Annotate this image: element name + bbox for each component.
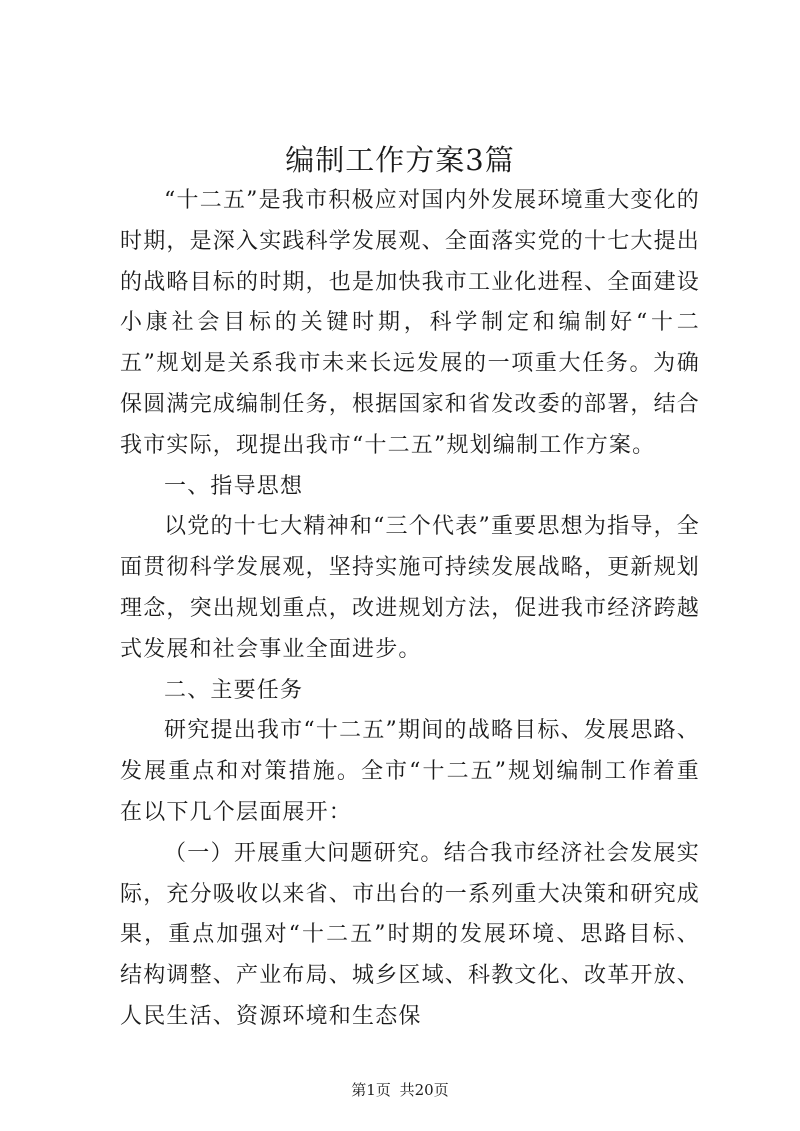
document-title: 编制工作方案3篇 bbox=[285, 143, 515, 177]
section-heading-main-tasks: 二、主要任务 bbox=[164, 677, 304, 703]
main-tasks-paragraph: 研究提出我市“十二五”期间的战略目标、发展思路、发展重点和对策措施。全市“十二五”规划编制工作着重在以下几个层面展开： bbox=[120, 718, 700, 825]
page-number: 第1页 bbox=[351, 1081, 391, 1099]
document-body bbox=[120, 181, 700, 1038]
page-total: 共20页 bbox=[399, 1081, 449, 1099]
guiding-ideology-paragraph: 以党的十七大精神和“三个代表”重要思想为指导，全面贯彻科学发展观，坚持实施可持续发展战略，更新规划理念，突出规划重点，改进规划方法，促进我市经济跨越式发展和社会事业全面进步。 bbox=[120, 514, 701, 662]
section-heading-guiding-ideology: 一、指导思想 bbox=[164, 473, 304, 499]
page-footer bbox=[0, 1080, 800, 1100]
research-paragraph: （一）开展重大问题研究。结合我市经济社会发展实际，充分吸收以来省、市出台的一系列重大决策和研究成果，重点加强对“十二五”时期的发展环境、思路目标、结构调整、产业布局、城乡区域、科教文化、改革开放、人民生活、资源环境和生态保 bbox=[120, 840, 701, 1029]
intro-paragraph: “十二五”是我市积极应对国内外发展环境重大变化的时期，是深入实践科学发展观、全面落实党的十七大提出的战略目标的时期，也是加快我市工业化进程、全面建设小康社会目标的关键时期，科学制定和编制好“十二五”规划是关系我市未来长远发展的一项重大任务。为确保圆满完成编制任务，根据国家和省发改委的部署，结合我市实际，现提出我市“十二五”规划编制工作方案。 bbox=[120, 188, 701, 458]
